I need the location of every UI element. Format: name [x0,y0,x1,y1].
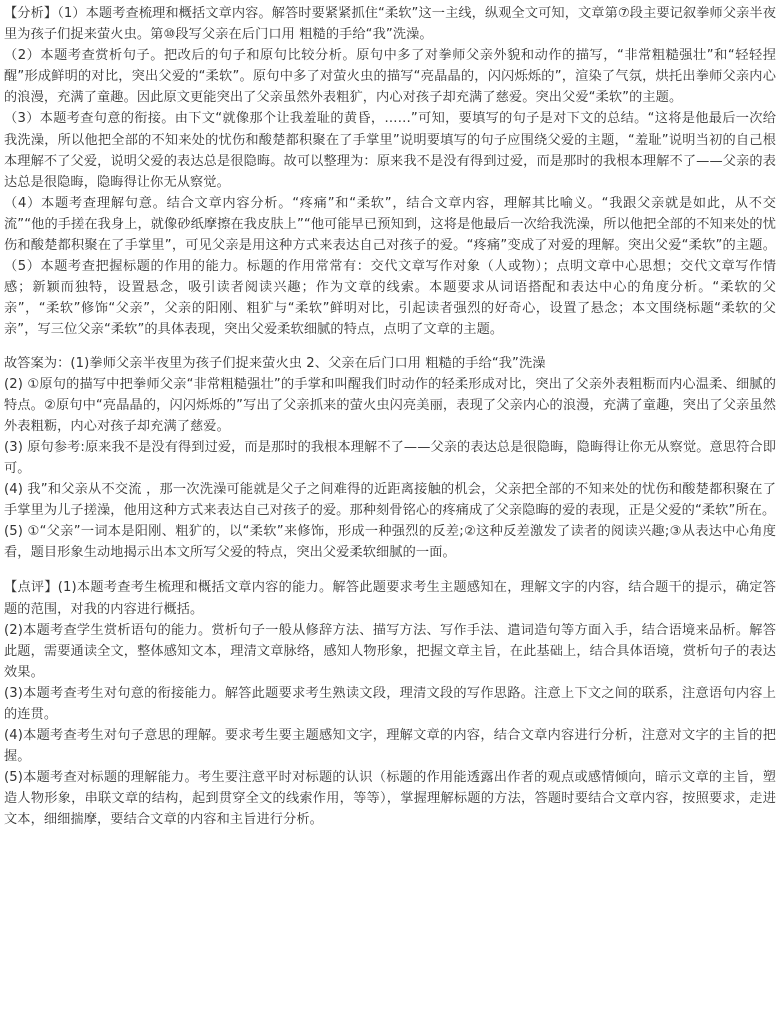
comment-paragraph-2: (2)本题考查学生赏析语句的能力。赏析句子一般从修辞方法、描写方法、写作手法、遣词造句等方面入手，结合语境来品析。解答此题，需要通读全文，整体感知文本，理清文章脉络，感知人物形象，把握文章主旨，在此基础上，结合具体语境，赏析句子的表达效果。 [4,622,776,680]
section-divider [4,341,776,353]
answer-paragraph-1: 故答案为：(1)拳师父亲半夜里为孩子们捉来萤火虫 2、父亲在后门口用 粗糙的手给“我”洗澡 [4,355,546,371]
analysis-section [4,3,776,341]
comment-section [4,577,776,830]
analysis-paragraph-2: （2）本题考查赏析句子。把改后的句子和原句比较分析。原句中多了对拳师父亲外貌和动作的描写，“非常粗糙强壮”和“轻轻捏醒”形成鲜明的对比，突出父爱的“柔软”。原句中多了对萤火虫的描写“亮晶晶的，闪闪烁烁的”，渲染了气氛，烘托出拳师父亲内心的浪漫，充满了童趣。因此原文更能突出了父亲虽然外表粗犷，内心对孩子却充满了慈爱。突出父爱“柔软”的主题。 [4,48,776,106]
answer-paragraph-4: (4) 我”和父亲从不交流 ，那一次洗澡可能就是父子之间难得的近距离接触的机会，父亲把全部的不知来处的忧伤和酸楚都积聚在了手掌里为儿子搓澡，他用这种方式来表达自己对孩子的爱。那种刻骨铭心的疼痛成了父亲隐晦的爱的表现，正是父爱的“柔软”所在。 [4,482,776,519]
analysis-paragraph-4: （4）本题考查理解句意。结合文章内容分析。“疼痛”和“柔软”，结合文章内容，理解其比喻义。“我跟父亲就是如此，从不交流”“他的手搓在我身上，就像砂纸摩擦在我皮肤上”“他可能早已预知到，这将是他最后一次给我洗澡，所以他把全部的不知来处的忧伤和酸楚都积聚在了手掌里”，可见父亲是用这种方式来表达自己对孩子的爱。“疼痛”变成了对爱的理解。突出父爱“柔软”的主题。（5）本题考查把握标题的作用的能力。标题的作用常常有：交代文章写作对象（人或物）；点明文章中心思想；交代文章写作情感；新颖而独特，设置悬念，吸引读者阅读兴趣；作为文章的线索。本题要求从词语搭配和表达中心的角度分析。“柔软的父亲”，“柔软”修饰“父亲”，父亲的阳刚、粗犷与“柔软”鲜明对比，引起读者强烈的好奇心，设置了悬念；本文围绕标题“柔软的父亲”，写三位父亲“柔软”的具体表现，突出父爱柔软细腻的特点，点明了文章的主题。 [4,195,776,338]
answer-paragraph-5: (5) ①“父亲”一词本是阳刚、粗犷的，以“柔软”来修饰，形成一种强烈的反差;②这种反差激发了读者的阅读兴趣;③从表达中心角度看，题目形象生动地揭示出本文所写父爱的特点，突出父爱柔软细腻的一面。 [4,524,776,561]
comment-paragraph-5: (5)本题考查对标题的理解能力。考生要注意平时对标题的认识（标题的作用能透露出作者的观点或感情倾向，暗示文章的主旨，塑造人物形象，串联文章的结构，起到贯穿全文的线索作用，等等），掌握理解标题的方法，答题时要结合文章内容，按照要求，走进文本，细细揣摩，要结合文章的内容和主旨进行分析。 [4,770,776,828]
answer-section [4,353,776,564]
section-divider [4,563,776,577]
answer-paragraph-2: (2) ①原句的描写中把拳师父亲“非常粗糙强壮”的手掌和叫醒我们时动作的轻柔形成对比，突出了父亲外表粗粝而内心温柔、细腻的特点。②原句中“亮晶晶的，闪闪烁烁的”写出了父亲抓来的萤火虫闪亮美丽，表现了父亲内心的浪漫，充满了童趣，突出了父亲虽然外表粗粝，内心对孩子却充满了慈爱。 [4,376,776,434]
comment-paragraph-3: (3)本题考查考生对句意的衔接能力。解答此题要求考生熟读文段，理清文段的写作思路。注意上下文之间的联系，注意语句内容上的连贯。 [4,685,776,722]
answer-paragraph-3: (3) 原句参考:原来我不是没有得到过爱，而是那时的我根本理解不了——父亲的表达总是很隐晦，隐晦得让你无从察觉。意思符合即可。 [4,439,776,476]
comment-paragraph-4: (4)本题考查考生对句子意思的理解。要求考生要主题感知文字，理解文章的内容，结合文章内容进行分析，注意对文字的主旨的把握。 [4,728,776,765]
analysis-paragraph-1: 【分析】（1）本题考查梳理和概括文章内容。解答时要紧紧抓住“柔软”这一主线，纵观全文可知，文章第⑦段主要记叙拳师父亲半夜里为孩子们捉来萤火虫。第⑩段写父亲在后门口用 粗糙的手给“我”洗澡。 [4,6,776,43]
comment-paragraph-1: 【点评】(1)本题考查考生梳理和概括文章内容的能力。解答此题要求考生主题感知在，理解文字的内容，结合题干的提示，确定答题的范围，对我的内容进行概括。 [4,580,776,617]
analysis-paragraph-3: （3）本题考查句意的衔接。由下文“就像那个让我羞耻的黄昏，……”可知，要填写的句子是对下文的总结。“这将是他最后一次给我洗澡，所以他把全部的不知来处的忧伤和酸楚都积聚在了手掌里”说明要填写的句子应围绕父爱的主题，“羞耻”说明当初的自己根本理解不了父爱，说明父爱的表达总是很隐晦。故可以整理为：原来我不是没有得到过爱，而是那时的我根本理解不了——父亲的表达总是很隐晦，隐晦得让你无从察觉。 [4,111,776,190]
